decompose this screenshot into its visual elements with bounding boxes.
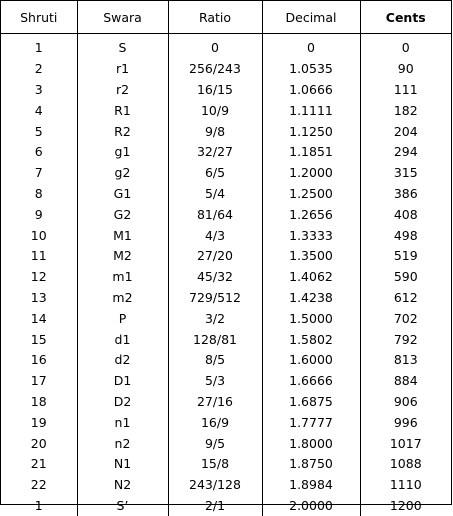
decimal-cell: 1.5000 — [262, 308, 360, 329]
swara-cell: r1 — [77, 59, 168, 80]
decimal-cell: 1.4238 — [262, 288, 360, 309]
shruti-cell: 7 — [1, 163, 77, 184]
cents-cell: 792 — [360, 329, 451, 350]
swara-cell: N2 — [77, 475, 168, 496]
cents-cell: 813 — [360, 350, 451, 371]
table-body — [1, 34, 451, 516]
shruti-cell: 9 — [1, 204, 77, 225]
ratio-cell: 5/3 — [168, 371, 262, 392]
decimal-cell: 1.8000 — [262, 433, 360, 454]
ratio-cell: 243/128 — [168, 475, 262, 496]
swara-cell: n1 — [77, 412, 168, 433]
swara-cell: G1 — [77, 184, 168, 205]
decimal-cell: 1.6875 — [262, 392, 360, 413]
cents-cell: 702 — [360, 308, 451, 329]
table-row — [1, 204, 451, 225]
ratio-cell: 10/9 — [168, 100, 262, 121]
shruti-cell: 1 — [1, 34, 77, 59]
shruti-cell: 14 — [1, 308, 77, 329]
cents-cell: 294 — [360, 142, 451, 163]
table-row — [1, 34, 451, 59]
decimal-cell: 1.1851 — [262, 142, 360, 163]
shruti-cell: 22 — [1, 475, 77, 496]
shruti-cell: 17 — [1, 371, 77, 392]
table-row — [1, 371, 451, 392]
ratio-cell: 15/8 — [168, 454, 262, 475]
cents-cell: 182 — [360, 100, 451, 121]
ratio-cell: 729/512 — [168, 288, 262, 309]
swara-cell: S — [77, 34, 168, 59]
header-decimal: Decimal — [262, 1, 360, 34]
ratio-cell: 6/5 — [168, 163, 262, 184]
ratio-cell: 128/81 — [168, 329, 262, 350]
table-row — [1, 412, 451, 433]
ratio-cell: 81/64 — [168, 204, 262, 225]
swara-cell: D1 — [77, 371, 168, 392]
decimal-cell: 1.2656 — [262, 204, 360, 225]
swara-cell: M1 — [77, 225, 168, 246]
swara-cell: m1 — [77, 267, 168, 288]
table-row — [1, 454, 451, 475]
table-row — [1, 475, 451, 496]
table-row — [1, 267, 451, 288]
shruti-cell: 10 — [1, 225, 77, 246]
table-header — [1, 1, 451, 34]
ratio-cell: 9/8 — [168, 121, 262, 142]
cents-cell: 315 — [360, 163, 451, 184]
shruti-cell: 1 — [1, 496, 77, 516]
cents-cell: 612 — [360, 288, 451, 309]
shruti-cell: 4 — [1, 100, 77, 121]
cents-cell: 204 — [360, 121, 451, 142]
ratio-cell: 3/2 — [168, 308, 262, 329]
swara-cell: M2 — [77, 246, 168, 267]
decimal-cell: 1.1250 — [262, 121, 360, 142]
decimal-cell: 1.4062 — [262, 267, 360, 288]
header-ratio: Ratio — [168, 1, 262, 34]
swara-cell: S’ — [77, 496, 168, 516]
decimal-cell: 1.2500 — [262, 184, 360, 205]
ratio-cell: 4/3 — [168, 225, 262, 246]
ratio-cell: 27/20 — [168, 246, 262, 267]
cents-cell: 498 — [360, 225, 451, 246]
decimal-cell: 1.8984 — [262, 475, 360, 496]
decimal-cell: 1.1111 — [262, 100, 360, 121]
decimal-cell: 1.7777 — [262, 412, 360, 433]
swara-cell: R1 — [77, 100, 168, 121]
swara-cell: N1 — [77, 454, 168, 475]
table-row — [1, 433, 451, 454]
cents-cell: 386 — [360, 184, 451, 205]
table-row — [1, 142, 451, 163]
shruti-table — [1, 1, 451, 516]
decimal-cell: 1.6000 — [262, 350, 360, 371]
ratio-cell: 16/9 — [168, 412, 262, 433]
ratio-cell: 9/5 — [168, 433, 262, 454]
cents-cell: 408 — [360, 204, 451, 225]
ratio-cell: 0 — [168, 34, 262, 59]
ratio-cell: 5/4 — [168, 184, 262, 205]
decimal-cell: 1.0666 — [262, 80, 360, 101]
shruti-cell: 6 — [1, 142, 77, 163]
table-row — [1, 59, 451, 80]
swara-cell: n2 — [77, 433, 168, 454]
decimal-cell: 1.3333 — [262, 225, 360, 246]
cents-cell: 1017 — [360, 433, 451, 454]
table-row — [1, 184, 451, 205]
decimal-cell: 1.8750 — [262, 454, 360, 475]
table-row — [1, 350, 451, 371]
cents-cell: 1088 — [360, 454, 451, 475]
table-row — [1, 246, 451, 267]
shruti-cell: 12 — [1, 267, 77, 288]
decimal-cell: 1.5802 — [262, 329, 360, 350]
decimal-cell: 1.3500 — [262, 246, 360, 267]
header-swara: Swara — [77, 1, 168, 34]
ratio-cell: 16/15 — [168, 80, 262, 101]
cents-cell: 884 — [360, 371, 451, 392]
swara-cell: P — [77, 308, 168, 329]
swara-cell: g2 — [77, 163, 168, 184]
cents-cell: 996 — [360, 412, 451, 433]
shruti-cell: 18 — [1, 392, 77, 413]
swara-cell: d2 — [77, 350, 168, 371]
shruti-cell: 8 — [1, 184, 77, 205]
cents-cell: 906 — [360, 392, 451, 413]
swara-cell: D2 — [77, 392, 168, 413]
table-row — [1, 392, 451, 413]
ratio-cell: 27/16 — [168, 392, 262, 413]
swara-cell: d1 — [77, 329, 168, 350]
swara-cell: R2 — [77, 121, 168, 142]
cents-cell: 0 — [360, 34, 451, 59]
decimal-cell: 0 — [262, 34, 360, 59]
decimal-cell: 1.2000 — [262, 163, 360, 184]
shruti-cell: 19 — [1, 412, 77, 433]
shruti-cell: 3 — [1, 80, 77, 101]
shruti-cell: 13 — [1, 288, 77, 309]
decimal-cell: 1.0535 — [262, 59, 360, 80]
ratio-cell: 2/1 — [168, 496, 262, 516]
cents-cell: 519 — [360, 246, 451, 267]
table-row — [1, 100, 451, 121]
shruti-cell: 15 — [1, 329, 77, 350]
shruti-cell: 20 — [1, 433, 77, 454]
ratio-cell: 8/5 — [168, 350, 262, 371]
shruti-cell: 21 — [1, 454, 77, 475]
cents-cell: 1110 — [360, 475, 451, 496]
swara-cell: G2 — [77, 204, 168, 225]
cents-cell: 590 — [360, 267, 451, 288]
header-shruti: Shruti — [1, 1, 77, 34]
shruti-cell: 5 — [1, 121, 77, 142]
cents-cell: 111 — [360, 80, 451, 101]
table-row — [1, 163, 451, 184]
ratio-cell: 256/243 — [168, 59, 262, 80]
table-row — [1, 80, 451, 101]
shruti-cell: 11 — [1, 246, 77, 267]
ratio-cell: 45/32 — [168, 267, 262, 288]
header-row — [1, 1, 451, 34]
swara-cell: g1 — [77, 142, 168, 163]
swara-cell: r2 — [77, 80, 168, 101]
cents-cell: 90 — [360, 59, 451, 80]
shruti-cell: 2 — [1, 59, 77, 80]
header-cents: Cents — [360, 1, 451, 34]
decimal-cell: 2.0000 — [262, 496, 360, 516]
table-row — [1, 308, 451, 329]
cents-cell: 1200 — [360, 496, 451, 516]
table-row — [1, 329, 451, 350]
table-row — [1, 121, 451, 142]
decimal-cell: 1.6666 — [262, 371, 360, 392]
shruti-cell: 16 — [1, 350, 77, 371]
table-row — [1, 225, 451, 246]
swara-cell: m2 — [77, 288, 168, 309]
table-row — [1, 288, 451, 309]
ratio-cell: 32/27 — [168, 142, 262, 163]
